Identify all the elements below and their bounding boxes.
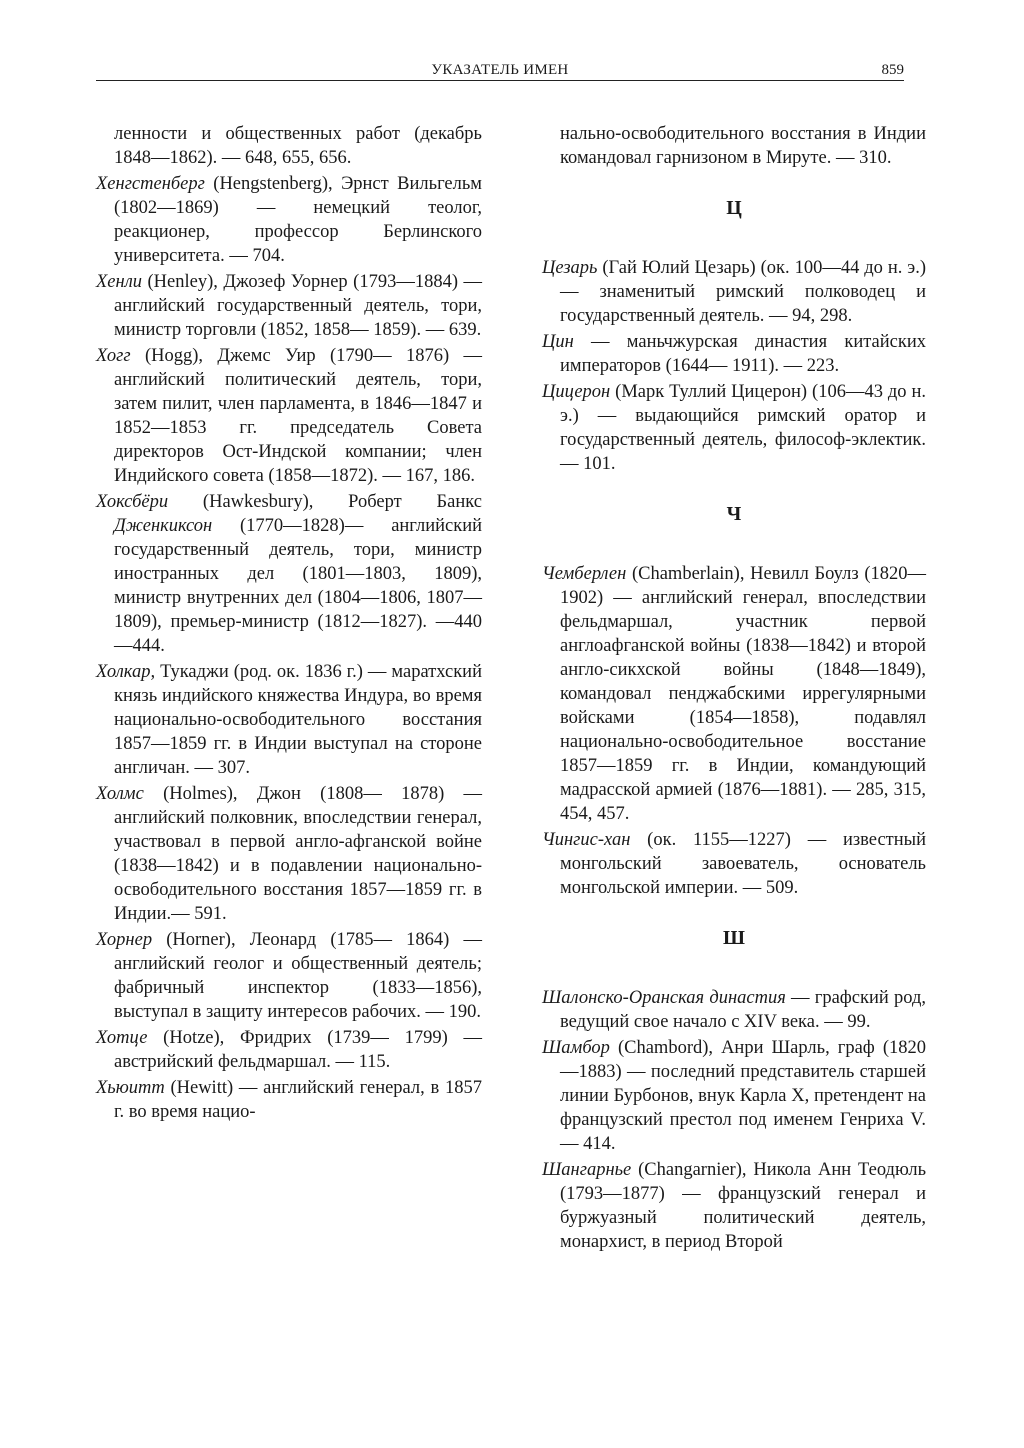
entry-text: (Hogg), Джемс Уир (1790— 1876) — английский политический деятель, тори, затем пилит, член парламента, в 1846—1847 и 1852—1853 гг. председатель Совета директоров Ост-Индской компании; член Индийского совета (1858—1872). — 167, 186. (114, 346, 482, 486)
entry-name: Хенли (96, 272, 143, 292)
index-entry (96, 1026, 482, 1074)
entry-name: Шангарнье (542, 1160, 632, 1180)
entry-name: Хотце (96, 1028, 148, 1048)
entry-text: (Hotze), Фридрих (1739— 1799) — австрийский фельдмаршал. — 115. (114, 1028, 482, 1072)
entry-name: Цицерон (542, 382, 611, 402)
continued-entry: ленности и общественных работ (декабрь 1848—1862). — 648, 655, 656. (114, 124, 482, 168)
entry-text: (Chamberlain), Невилл Боулз (1820—1902) — английский генерал, впоследствии фельдмаршал, участник первой англоафганской войны (1838—1842) и второй англо-сикхской войны (1848—1849), командовал пенджабскими иррегулярными войсками (1854—1858), подавлял национально-освободительное восстание 1857—1859 гг. в Индии, командующий мадрасской армией (1876—1881). — 285, 315, 454, 457. (560, 564, 926, 824)
index-entry (542, 828, 926, 900)
entry-text: (1770—1828)— английский государственный деятель, тори, министр иностранных дел (1801—1803, 1809), министр внутренних дел (1804—1806, 1807—1809), премьер-министр (1812—1827). —440—444. (114, 516, 482, 656)
entry-name: Холмс (96, 784, 144, 804)
entry-text: — графский род, ведущий свое начало с XIV века. — 99. (560, 988, 926, 1032)
entry-text: (Henley), Джозеф Уорнер (1793—1884) — английский государственный деятель, тори, министр торговли (1852, 1858— 1859). — 639. (114, 272, 482, 340)
entry-text: (Holmes), Джон (1808— 1878) — английский полковник, впоследствии генерал, участвовал в первой англо-афганской войне (1838—1842) и в подавлении национально-освободительного восстания 1857—1859 гг. в Индии.— 591. (114, 784, 482, 924)
entry-text: (Гай Юлий Цезарь) (ок. 100—44 до н. э.) — знаменитый римский полководец и государственный деятель. — 94, 298. (560, 258, 926, 326)
index-entry (542, 1158, 926, 1254)
entry-text: Тукаджи (род. ок. 1836 г.) — маратхский князь индийского княжества Индура, во время национально-освободительного восстания 1857—1859 гг. в Индии выступал на стороне англичан. — 307. (114, 662, 482, 778)
entry-text: — маньчжурская династия китайских императоров (1644— 1911). — 223. (560, 332, 926, 376)
entry-text: (Hawkesbury), Роберт Банкс (168, 492, 482, 512)
entry-name: Хогг (96, 346, 131, 366)
entry-name: Хьюитт (96, 1078, 165, 1098)
page-header (96, 60, 904, 81)
index-entry (542, 1036, 926, 1156)
right-column (542, 122, 926, 1256)
index-entry (96, 782, 482, 926)
entry-text: (Horner), Леонард (1785— 1864) — английский геолог и общественный деятель; фабричный инспектор (1833—1856), выступал в защиту интересов рабочих. — 190. (114, 930, 482, 1022)
entry-text: (Hengstenberg), Эрнст Вильгельм (1802—1869) — немецкий теолог, реакционер, профессор Берлинского университета. — 704. (114, 174, 482, 266)
index-entry (96, 172, 482, 268)
index-entry (542, 256, 926, 328)
left-entries (96, 172, 482, 1124)
entry-text: (Changarnier), Никола Анн Теодюль (1793—1877) — французский генерал и буржуазный политический деятель, монархист, в период Второй (560, 1160, 926, 1252)
entry-name: Холкар, (96, 662, 156, 682)
index-entry (542, 330, 926, 378)
continued-entry: нально-освободительного восстания в Индии командовал гарнизоном в Мируте. — 310. (560, 124, 926, 168)
entry-name: Чемберлен (542, 564, 627, 584)
left-column (96, 122, 482, 1126)
entry-text: (Hewitt) — английский генерал, в 1857 г. во время нацио- (114, 1078, 482, 1122)
entry-name: Цезарь (542, 258, 598, 278)
index-entry (96, 928, 482, 1024)
index-entry (96, 1076, 482, 1124)
section-letter: Ш (723, 927, 745, 949)
page-number: 859 (881, 62, 904, 78)
index-entry (96, 660, 482, 780)
entry-name: Дженкиксон (114, 516, 213, 536)
entry-name: Чингис-хан (542, 830, 631, 850)
entry-name: Цин (542, 332, 574, 352)
entry-name: Шалонско-Оранская династия (542, 988, 786, 1008)
index-entry (96, 344, 482, 488)
entry-name: Хорнер (96, 930, 153, 950)
entry-text: (Chambord), Анри Шарль, граф (1820—1883) — последний представитель старшей линии Бурбонов, внук Карла X, претендент на французский престол под именем Генриха V. — 414. (560, 1038, 926, 1154)
section-letter: Ч (726, 503, 742, 525)
entry-name: Шамбор (542, 1038, 610, 1058)
running-title: УКАЗАТЕЛЬ ИМЕН (431, 62, 569, 78)
entry-name: Хенгстенберг (96, 174, 205, 194)
index-entry (96, 270, 482, 342)
index-entry (542, 380, 926, 476)
section-letter: Ц (726, 197, 742, 219)
index-entry (542, 986, 926, 1034)
entry-name: Хоксбёри (96, 492, 169, 512)
entry-text: (ок. 1155—1227) — известный монгольский завоеватель, основатель монгольской империи. — 509. (560, 830, 926, 898)
entry-text: (Марк Туллий Цицерон) (106—43 до н. э.) — выдающийся римский оратор и государственный деятель, философ-эклектик. — 101. (560, 382, 926, 474)
index-entry (542, 562, 926, 826)
index-entry (96, 490, 482, 658)
right-sections (542, 196, 926, 1254)
